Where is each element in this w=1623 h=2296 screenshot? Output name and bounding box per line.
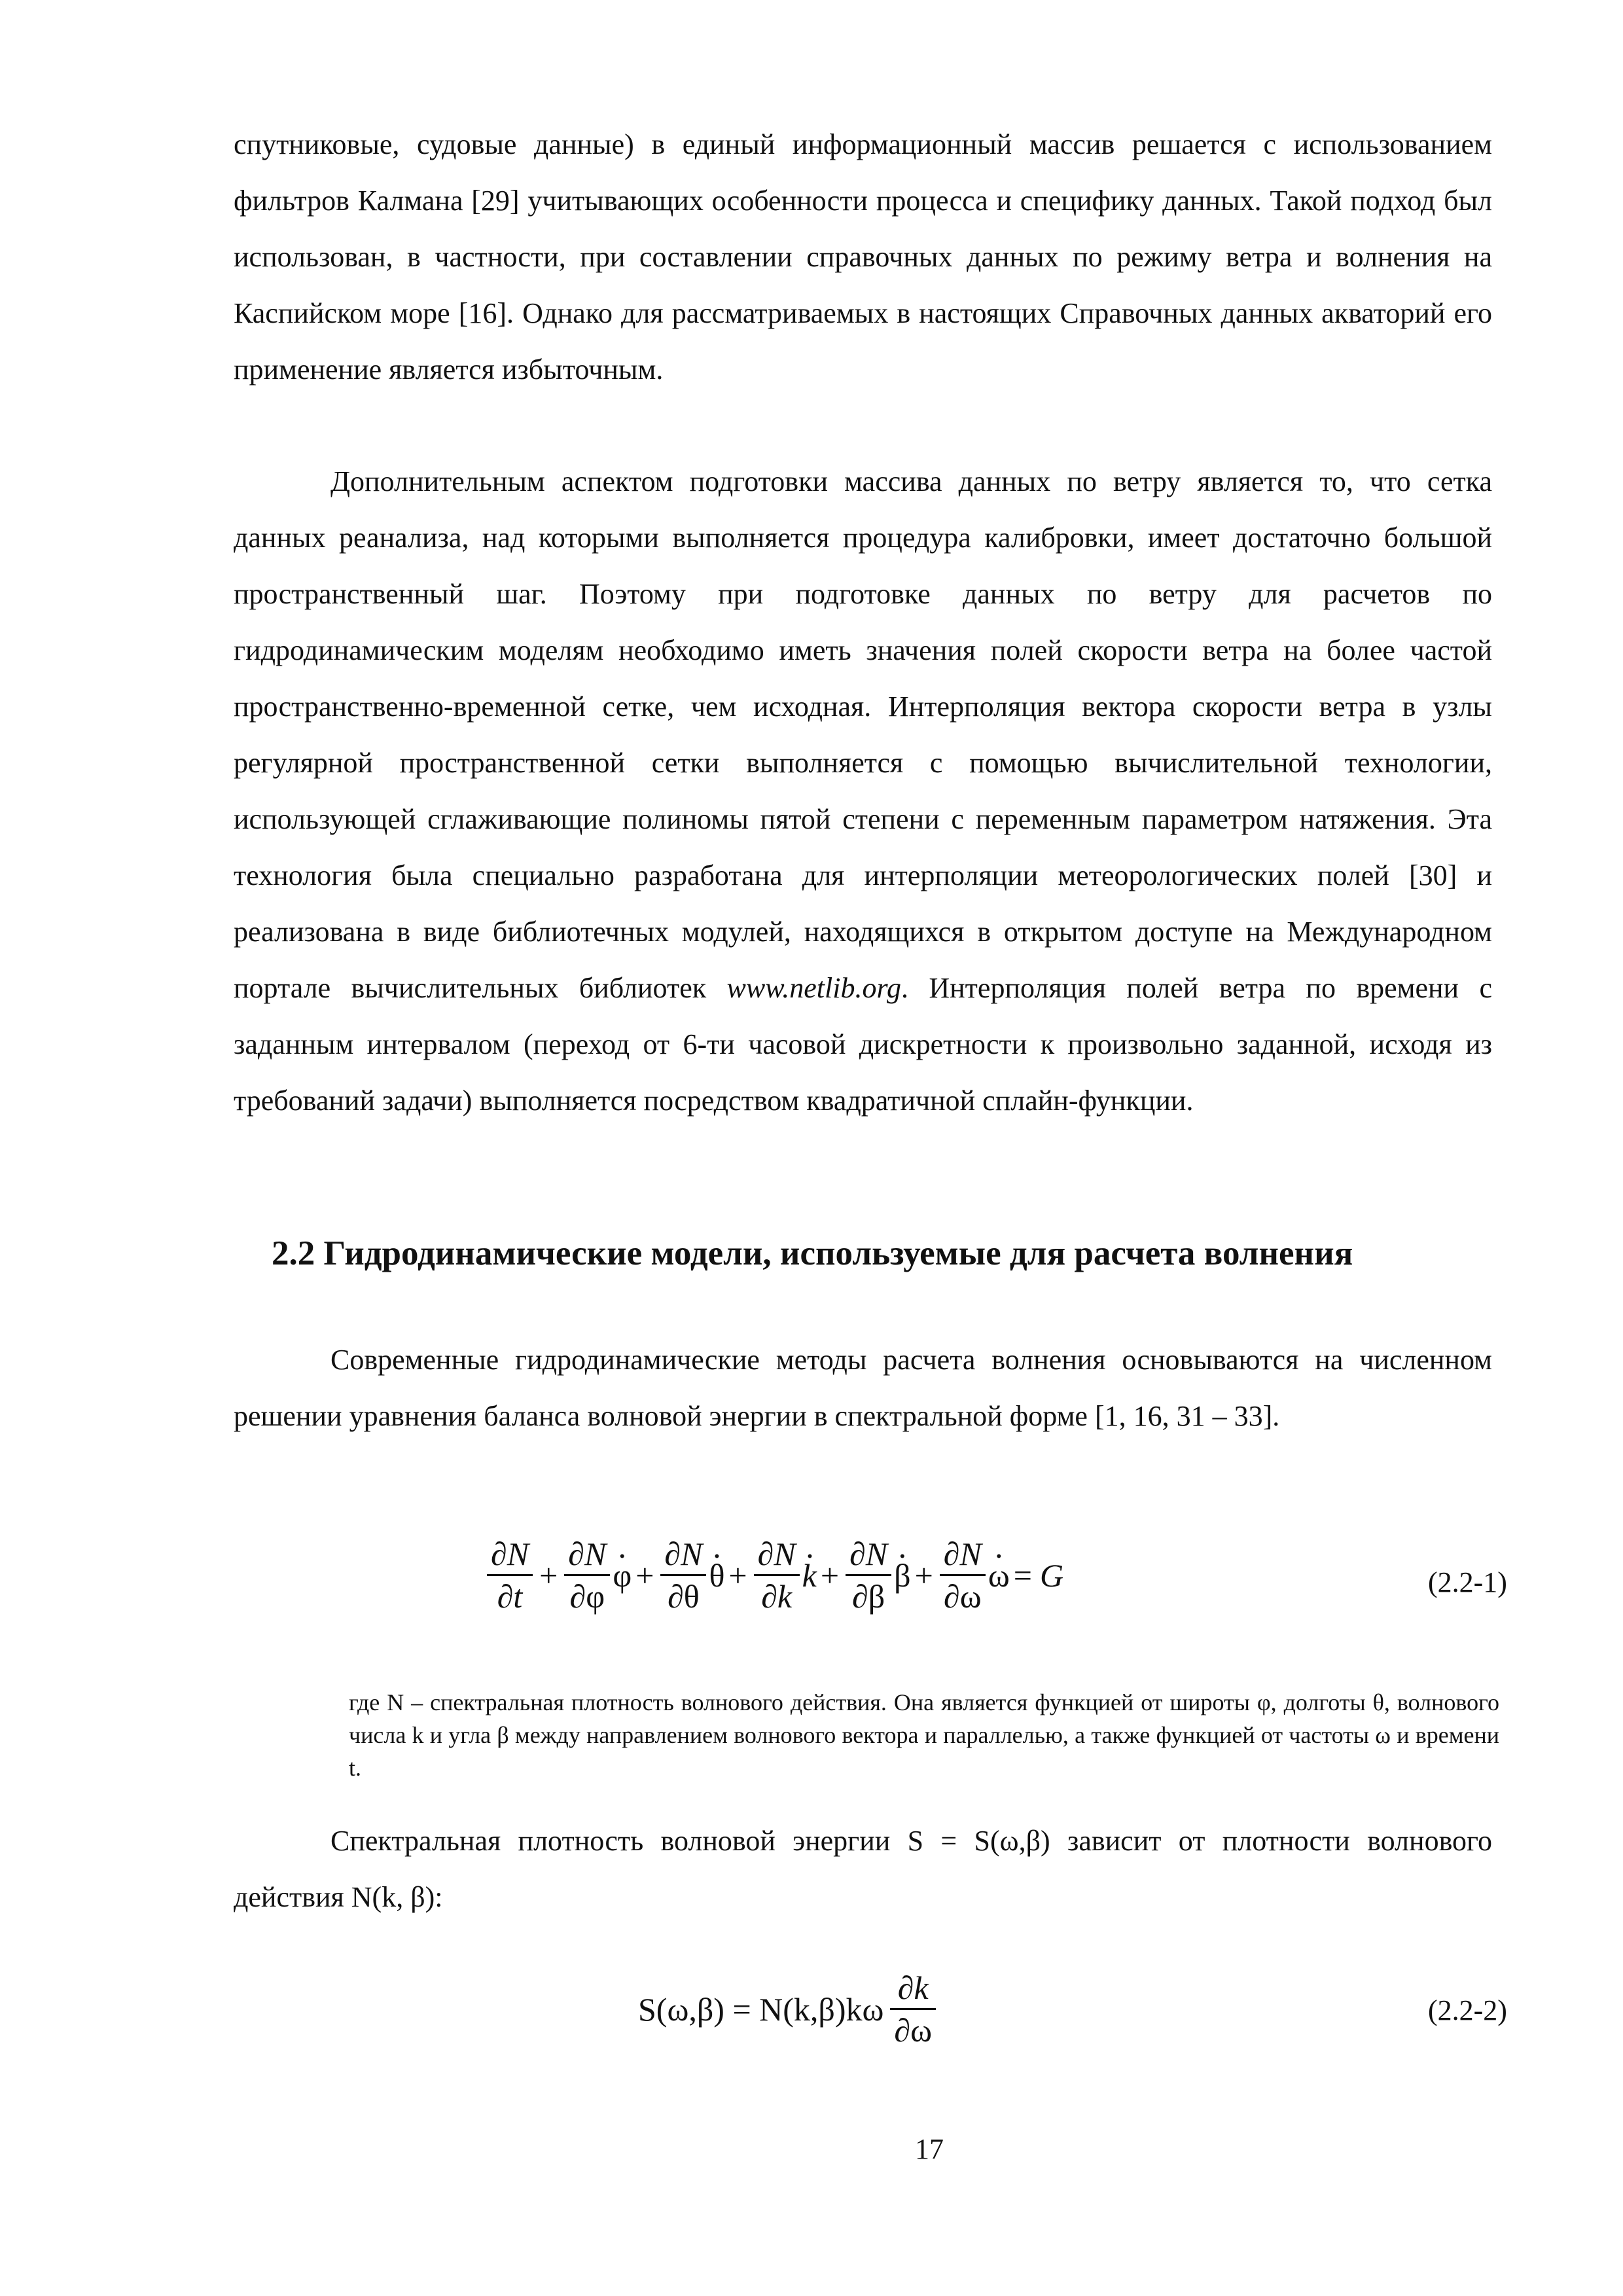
eq1-frac-theta: $\frac{\partial N}{\partial\theta}$ <box>660 1535 706 1615</box>
equation-2-number: (2.2-2) <box>1428 1994 1507 2026</box>
paragraph-2-tail: . Интерполяция полей ветра по времени с заданным интервалом (переход от 6-ти часовой дискретности к произвольно заданной, исходя из требований задачи) выполняется посредством квадратичной сплайн-функции. <box>234 972 1493 1117</box>
paragraph-2-text: Дополнительным аспектом подготовки массива данных по ветру является то, что сетка данных реанализа, над которыми выполняется процедура калибровки, имеет достаточно большой пространственный шаг. Поэтому при подготовке данных по ветру для расчетов по гидродинамическим моделям необходимо иметь значения полей скорости ветра на более частой пространственно-временной сетке, чем исходная. Интерполяция вектора скорости ветра в узлы регулярной пространственной сетки выполняется с помощью вычислительной технологии, использующей сглаживающие полиномы пятой степени с переменным параметром натяжения. Эта технология была специально разработана для интерполяции метеорологических полей [30] и реализована в виде библиотечных модулей, находящихся в открытом доступе на Международном портале вычислительных библиотек <box>234 465 1492 1004</box>
eq2-lhs: S(ω,β) = N(k,β)kω <box>638 1990 884 2028</box>
eq1-frac-phi: $\frac{\partial N}{\partial\varphi}$ <box>564 1535 610 1615</box>
equation-1-number: (2.2-1) <box>1428 1566 1507 1598</box>
spectral-paragraph: Спектральная плотность волновой энергии S = S(ω,β) зависит от плотности волнового действия N(k, β): <box>234 1825 1492 1913</box>
page-number: 17 <box>915 2133 944 2165</box>
intro-paragraph: Современные гидродинамические методы расчета волнения основываются на численном решении уравнения баланса волновой энергии в спектральной форме [1, 16, 31 – 33]. <box>234 1344 1492 1432</box>
eq2-frac: $\frac{\partial k}{\partial\omega}$ <box>890 1969 936 2049</box>
equation-2-2-2 <box>638 1969 938 2049</box>
eq1-frac-k: $\frac{\partial N}{\partial k}$ <box>754 1535 800 1615</box>
eq1-frac-t: $\frac{\partial N}{\partial t}$ <box>487 1535 533 1615</box>
paragraph-1: спутниковые, судовые данные) в единый информационный массив решается с использованием фильтров Калмана [29] учитывающих особенности процесса и специфику данных. Такой подход был использован, в частности, при составлении справочных данных по режиму ветра и волнения на Каспийском море [16]. Однако для рассматриваемых в настоящих Справочных данных акваторий его применение является избыточным. <box>234 128 1492 386</box>
paragraph-2 <box>234 454 1492 1129</box>
equation-note: где N – спектральная плотность волнового действия. Она является функцией от широты φ, долготы θ, волнового числа k и угла β между направлением волнового вектора и параллелью, а также функцией от частоты ω и времени t. <box>349 1689 1499 1781</box>
eq1-frac-omega: $\frac{\partial N}{\partial\omega}$ <box>940 1535 986 1615</box>
equation-2-2-1: $\frac{\partial N}{\partial t}$ + $\frac{\partial N}{\partial\varphi}$ · φ + $\frac{\partial N}{\partial\theta}$ · θ + $\frac{\partial N}{\partial k}$ · k + $\frac{\partial N}{\partial\beta}$ · β + $\frac{\partial N}{\partial\omega}$ · ω = G <box>484 1535 1067 1615</box>
eq1-frac-beta: $\frac{\partial N}{\partial\beta}$ <box>846 1535 891 1615</box>
section-heading: 2.2 Гидродинамические модели, используемые для расчета волнения <box>272 1234 1353 1272</box>
netlib-link[interactable]: www.netlib.org <box>726 972 901 1004</box>
